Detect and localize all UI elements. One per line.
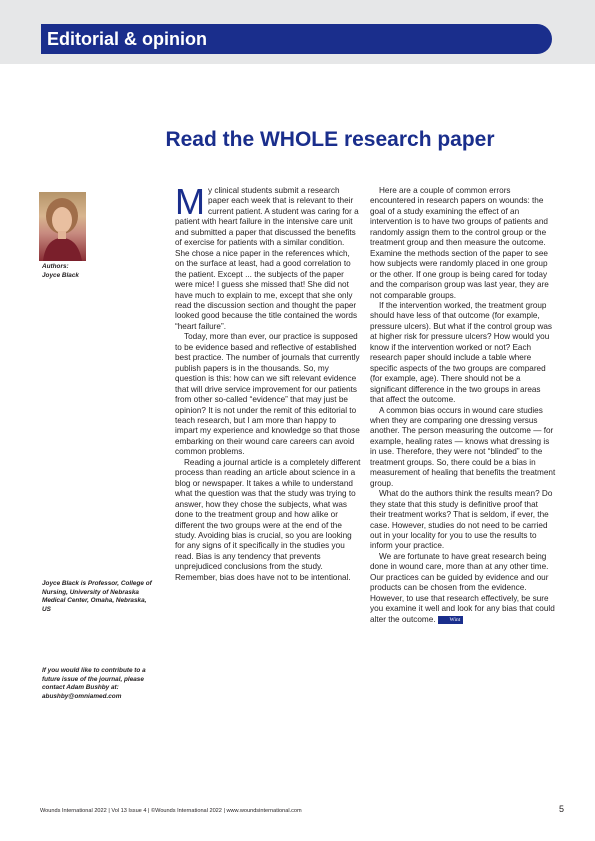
authors-label: Authors: bbox=[42, 263, 69, 270]
paragraph: Reading a journal article is a completely different process than reading an article about science in a blog or newspaper. It takes a while to understand what the question was that the study was trying to answer, how they chose the subjects, what was done to the treatment group and how alike or different the two groups were at the end of the study. Avoiding bias is crucial, so you are looking for any signs of it specifically in the studies you read. Bias is any tendency that prevents unprejudiced conclusions from the study. Remember, bias does have not to be intentional. bbox=[175, 457, 361, 582]
paragraph: What do the authors think the results mean? Do they state that this study is definitive proof that their treatment works? That is seldom, if ever, the case. However, studies do not need to be carried out in your locality for you to use the results to inform your practice. bbox=[370, 489, 553, 551]
footer-citation: Wounds International 2022 | Vol 13 Issue 4 | ©Wounds International 2022 | www.woundsinternational.com bbox=[40, 808, 302, 814]
author-bio: Joyce Black is Professor, College of Nursing, University of Nebraska Medical Center, Omaha, Nebraska, US bbox=[42, 580, 152, 613]
article-title: Read the WHOLE research paper bbox=[165, 128, 495, 151]
drop-cap: M bbox=[175, 181, 205, 222]
article-column-2 bbox=[370, 186, 556, 625]
paragraph bbox=[175, 181, 361, 332]
author-name: Joyce Black bbox=[42, 271, 79, 279]
paragraph: If the intervention worked, the treatment group should have less of that outcome (for example, pressure ulcers). But what if the control group was at higher risk for pressure ulcers? How would you know if the intervention worked or not? Each research paper should include a table where specific aspects of the two groups are compared (for example, age). There should not be a significant difference in the two groups in areas that affect the outcome. bbox=[370, 300, 553, 405]
article-column-1 bbox=[175, 181, 361, 583]
section-banner bbox=[41, 24, 552, 54]
page-number: 5 bbox=[558, 804, 564, 814]
paragraph: A common bias occurs in wound care studies when they are comparing one dressing versus another. The person measuring the outcome — for example, healing rates — knows what dressing is in use. Therefore, they were not “blinded” to the treatment groups. So, there could be a bias in measurement of healing that benefits the treatment group. bbox=[370, 405, 556, 488]
author-portrait-image bbox=[39, 192, 86, 261]
paragraph-text: We are fortunate to have great research being done in wound care, more than at any other time. Our practices can be guided by evidence and our products can be chosen from the evidence. However, to use that research effectively, be sure you examine it well and look for any bias that could alter the outcome. bbox=[370, 551, 555, 624]
author-photo bbox=[39, 192, 86, 261]
author-credit bbox=[42, 263, 157, 280]
end-mark-logo: Wint bbox=[438, 616, 464, 624]
section-title: Editorial & opinion bbox=[47, 29, 207, 49]
paragraph: Here are a couple of common errors encountered in research papers on wounds: the goal of a study examining the effect of an intervention is to have two groups of patients and randomly assign them to the control group or the treatment group and then measure the outcome. Examine the methods section of the paper to see how subjects were randomly placed in one group or the other. If one group is being cared for today and the comparison group was last year, they are not comparable groups. bbox=[370, 186, 549, 300]
paragraph bbox=[370, 552, 556, 625]
paragraph: Today, more than ever, our practice is supposed to be evidence based and reflective of established best practice. The number of journals that currently publish papers is in the thousands. So, my question is this: how can we sift relevant evidence that will drive service improvement for our patients from other so-called “evidence” that may just be opinion? It is not under the remit of this editorial to teach research, but I am more than happy to impart my experience and knowledge so that those embarking on their wound care careers can avoid common problems. bbox=[175, 332, 360, 457]
contribute-note: If you would like to contribute to a future issue of the journal, please contact Adam Bushby at: abushby@omniamed.com bbox=[42, 667, 146, 700]
paragraph-text: y clinical students submit a research paper each week that is relevant to their current patient. A student was caring for a patient with heart failure in the intensive care unit and submitted a paper that discussed the benefits of exercise for patients with a similar condition. She chose a nice paper in the references which, on the surface at least, had a good correlation to the patient. Except ... the subjects of the paper were mice! I guess she missed that! She did not have much to explain to me, except that she only read the discussion section and thought the paper looked good because the title contained the words “heart failure”. bbox=[175, 186, 359, 331]
